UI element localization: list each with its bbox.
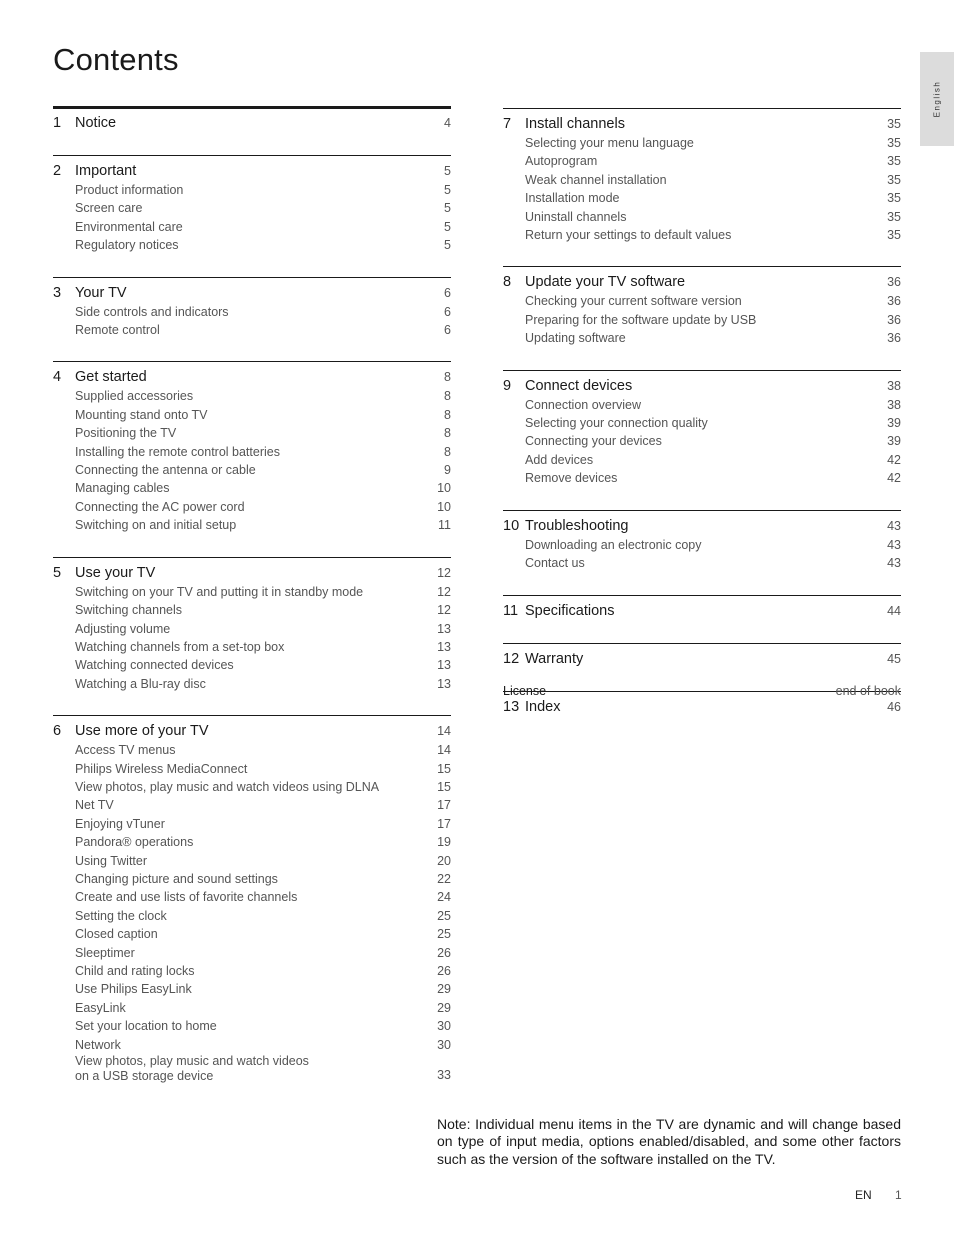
toc-item-text: Autoprogram	[525, 154, 598, 169]
toc-item-page: 43	[887, 537, 901, 552]
toc-item[interactable]	[75, 962, 451, 980]
toc-item-page: 5	[444, 183, 451, 197]
footer-language: EN	[855, 1188, 872, 1202]
toc-item-page: 36	[887, 331, 901, 346]
toc-item-page: 39	[887, 434, 901, 449]
toc-chapter-heading[interactable]	[53, 722, 451, 741]
footer-page-number: 1	[895, 1188, 902, 1202]
toc-item-page: 36	[887, 294, 901, 309]
chapter-page: 8	[444, 370, 451, 385]
toc-item-page: 25	[437, 927, 451, 942]
chapter-number: 11	[503, 602, 519, 619]
toc-chapter-heading[interactable]	[53, 284, 451, 303]
toc-item[interactable]	[525, 329, 901, 347]
chapter-number: 4	[53, 369, 62, 386]
toc-item[interactable]	[75, 601, 451, 619]
license-page: end of book	[835, 684, 901, 698]
toc-item-page: 5	[444, 219, 451, 234]
toc-item-list	[503, 292, 901, 347]
toc-item-page: 20	[437, 853, 451, 868]
chapter-title: Update your TV software	[525, 274, 686, 291]
toc-item[interactable]	[75, 516, 451, 534]
toc-item-text: Network	[75, 1037, 121, 1052]
toc-item-page: 35	[887, 172, 901, 187]
toc-item[interactable]	[75, 852, 451, 870]
toc-item[interactable]	[75, 461, 451, 479]
toc-item-page: 35	[887, 136, 901, 150]
toc-item-page: 10	[437, 481, 451, 496]
toc-item-page: 36	[887, 312, 901, 327]
toc-item-text: Checking your current software version	[525, 294, 742, 309]
toc-item-page: 12	[437, 584, 451, 599]
toc-item-text: Product information	[75, 183, 184, 197]
toc-item-page: 22	[437, 871, 451, 886]
note-paragraph: Note: Individual menu items in the TV are dynamic and will change based on type of input media, options enabled/disabled, and some other factors such as the version of the software installed on the TV.	[437, 1116, 901, 1167]
toc-item-text: Switching channels	[75, 603, 183, 618]
toc-item-text: Downloading an electronic copy	[525, 537, 702, 552]
toc-item[interactable]	[75, 218, 451, 236]
chapter-page: 4	[444, 116, 451, 130]
chapter-page: 46	[887, 699, 901, 714]
toc-item-text: Add devices	[525, 452, 594, 467]
language-tab-label: English	[932, 80, 942, 118]
toc-item-text: Weak channel installation	[525, 172, 667, 187]
toc-item[interactable]	[75, 443, 451, 461]
toc-item-page: 13	[437, 658, 451, 673]
chapter-title: Your TV	[75, 284, 127, 301]
toc-item-list	[53, 583, 451, 693]
language-tab	[920, 52, 954, 146]
toc-item[interactable]	[75, 236, 451, 254]
chapter-title: Warranty	[525, 650, 584, 667]
toc-item-text: Net TV	[75, 798, 114, 813]
chapter-number: 13	[503, 698, 520, 715]
toc-item-text: Connection overview	[525, 397, 642, 412]
toc-item-page: 38	[887, 397, 901, 412]
toc-item-text: Adjusting volume	[75, 621, 171, 636]
license-entry[interactable]	[503, 684, 901, 698]
toc-item[interactable]	[75, 387, 451, 405]
chapter-number: 7	[503, 116, 512, 132]
chapter-page: 36	[887, 275, 901, 290]
toc-item-text: Screen care	[75, 201, 143, 216]
toc-item[interactable]	[75, 796, 451, 814]
toc-item-page: 8	[444, 407, 451, 422]
toc-item-page: 29	[437, 982, 451, 997]
toc-item[interactable]	[75, 181, 451, 199]
toc-item-text: EasyLink	[75, 1000, 126, 1015]
toc-item-page: 19	[437, 835, 451, 850]
toc-item-text: Environmental care	[75, 219, 183, 234]
chapter-title: Index	[525, 698, 561, 715]
toc-item-page: 33	[437, 1067, 451, 1082]
toc-item[interactable]	[525, 171, 901, 189]
toc-chapter-heading[interactable]	[53, 114, 451, 133]
toc-item[interactable]	[525, 432, 901, 450]
chapter-title: Connect devices	[525, 377, 633, 394]
toc-item-text: Regulatory notices	[75, 238, 179, 253]
toc-item-page: 42	[887, 452, 901, 467]
toc-item[interactable]	[525, 414, 901, 432]
toc-item-text: Installing the remote control batteries	[75, 444, 280, 459]
chapter-page: 43	[887, 518, 901, 533]
toc-item-page: 26	[437, 945, 451, 960]
chapter-page: 5	[444, 164, 451, 178]
toc-item[interactable]	[75, 815, 451, 833]
toc-item-page: 10	[437, 499, 451, 514]
chapter-number: 8	[503, 274, 512, 291]
toc-item[interactable]	[75, 406, 451, 424]
toc-item-text: Connecting your devices	[525, 434, 662, 449]
toc-item-page: 29	[437, 1000, 451, 1015]
chapter-page: 35	[887, 117, 901, 131]
toc-item-text: Using Twitter	[75, 853, 148, 868]
toc-item-text: Remote control	[75, 323, 160, 338]
toc-left-column	[53, 106, 451, 1106]
toc-item[interactable]	[525, 208, 901, 226]
chapter-number: 1	[53, 115, 62, 131]
chapter-page: 45	[887, 651, 901, 666]
toc-item-text: Switching on and initial setup	[75, 518, 237, 533]
toc-chapter-heading[interactable]	[53, 162, 451, 181]
toc-item-text: Switching on your TV and putting it in standby mode	[75, 584, 364, 599]
toc-chapter-heading[interactable]	[503, 650, 901, 669]
toc-item-text: Connecting the antenna or cable	[75, 463, 256, 478]
chapter-number: 3	[53, 284, 62, 301]
toc-item-list	[53, 181, 451, 255]
toc-item[interactable]	[75, 1054, 451, 1084]
toc-item-text: Sleeptimer	[75, 945, 135, 960]
toc-item-page: 6	[444, 304, 451, 319]
toc-item[interactable]	[525, 152, 901, 170]
chapter-number: 12	[503, 650, 520, 667]
chapter-number: 5	[53, 564, 62, 581]
chapter-page: 14	[437, 724, 451, 739]
toc-item-text: Set your location to home	[75, 1019, 217, 1034]
toc-item-list	[503, 536, 901, 573]
toc-item-page: 17	[437, 816, 451, 831]
toc-section-6	[53, 715, 451, 1106]
toc-item-page: 17	[437, 798, 451, 813]
toc-item-list	[53, 741, 451, 1084]
toc-item-page: 8	[444, 426, 451, 441]
toc-item-text: Enjoying vTuner	[75, 816, 165, 831]
toc-item-page: 30	[437, 1037, 451, 1052]
toc-item[interactable]	[75, 980, 451, 998]
toc-item-text: Changing picture and sound settings	[75, 871, 278, 886]
toc-item-text: Preparing for the software update by USB	[525, 312, 757, 327]
chapter-number: 2	[53, 163, 62, 179]
toc-item-page: 39	[887, 416, 901, 431]
toc-chapter-heading[interactable]	[503, 377, 901, 396]
toc-section-10	[503, 510, 901, 595]
toc-item-text: Connecting the AC power cord	[75, 499, 245, 514]
toc-item-list	[53, 387, 451, 534]
toc-item-text: Contact us	[525, 556, 585, 571]
toc-chapter-heading[interactable]	[503, 517, 901, 536]
toc-item[interactable]	[75, 741, 451, 759]
toc-item[interactable]	[75, 479, 451, 497]
toc-item-text: Side controls and indicators	[75, 304, 229, 319]
chapter-page: 44	[887, 603, 901, 618]
toc-item-text: Use Philips EasyLink	[75, 982, 192, 997]
toc-item[interactable]	[75, 620, 451, 638]
toc-item[interactable]	[75, 1036, 451, 1054]
toc-section-7	[503, 108, 901, 266]
toc-item-text: Setting the clock	[75, 908, 167, 923]
toc-item-page: 5	[444, 238, 451, 253]
toc-item-text: Access TV menus	[75, 743, 176, 758]
toc-item-text: Pandora® operations	[75, 835, 194, 850]
toc-item[interactable]	[525, 311, 901, 329]
toc-item[interactable]	[75, 999, 451, 1017]
toc-item[interactable]	[525, 554, 901, 572]
toc-item[interactable]	[75, 199, 451, 217]
toc-item-list	[503, 134, 901, 244]
toc-item-page: 8	[444, 444, 451, 459]
page-title: Contents	[53, 42, 179, 77]
toc-item[interactable]	[525, 451, 901, 469]
toc-section-5	[53, 557, 451, 715]
toc-item[interactable]	[75, 321, 451, 339]
chapter-title: Specifications	[525, 602, 615, 619]
toc-item-page: 8	[444, 389, 451, 404]
toc-item[interactable]	[75, 1017, 451, 1035]
chapter-number: 10	[503, 517, 520, 534]
toc-item[interactable]	[75, 583, 451, 601]
toc-item[interactable]	[75, 303, 451, 321]
toc-item-page: 9	[444, 463, 451, 478]
toc-item[interactable]	[75, 833, 451, 851]
toc-item-text: View photos, play music and watch videos on a USB storage device	[75, 1054, 309, 1084]
toc-item-text: Selecting your connection quality	[525, 416, 708, 431]
chapter-title: Use your TV	[75, 564, 156, 581]
toc-item-page: 15	[437, 761, 451, 776]
chapter-title: Troubleshooting	[525, 517, 629, 534]
toc-chapter-heading[interactable]	[503, 273, 901, 292]
toc-section-8	[503, 266, 901, 369]
toc-section-2	[53, 155, 451, 277]
toc-item-text: Watching channels from a set-top box	[75, 639, 285, 654]
toc-item-page: 15	[437, 779, 451, 794]
toc-item-text: Philips Wireless MediaConnect	[75, 761, 248, 776]
toc-item-page: 13	[437, 676, 451, 691]
chapter-title: Important	[75, 163, 137, 179]
toc-item-page: 42	[887, 471, 901, 486]
chapter-number: 9	[503, 377, 512, 394]
page-footer	[855, 1188, 902, 1202]
toc-item-text: Watching a Blu-ray disc	[75, 676, 206, 691]
toc-section-4	[53, 361, 451, 556]
chapter-title: Use more of your TV	[75, 723, 209, 740]
toc-item-page: 6	[444, 323, 451, 338]
toc-item[interactable]	[75, 778, 451, 796]
toc-chapter-heading[interactable]	[53, 368, 451, 387]
toc-item-text: View photos, play music and watch videos using DLNA	[75, 779, 380, 794]
toc-item[interactable]	[75, 675, 451, 693]
toc-item-text: Installation mode	[525, 191, 620, 206]
toc-chapter-heading[interactable]	[503, 115, 901, 134]
toc-item-page: 5	[444, 201, 451, 216]
chapter-page: 38	[887, 378, 901, 393]
toc-item-page: 35	[887, 209, 901, 224]
toc-item-page: 43	[887, 556, 901, 571]
toc-item[interactable]	[525, 189, 901, 207]
chapter-title: Install channels	[525, 116, 625, 132]
toc-item-page: 35	[887, 154, 901, 169]
toc-item[interactable]	[75, 760, 451, 778]
chapter-page: 6	[444, 285, 451, 300]
toc-item-page: 14	[437, 743, 451, 758]
toc-item-text: Managing cables	[75, 481, 170, 496]
toc-item-text: Positioning the TV	[75, 426, 177, 441]
toc-item-text: Watching connected devices	[75, 658, 234, 673]
chapter-title: Notice	[75, 115, 117, 131]
toc-item-page: 30	[437, 1019, 451, 1034]
toc-section-1	[53, 106, 451, 155]
toc-item-text: Mounting stand onto TV	[75, 407, 208, 422]
toc-item-text: Supplied accessories	[75, 389, 194, 404]
toc-item[interactable]	[525, 134, 901, 152]
toc-item[interactable]	[75, 870, 451, 888]
toc-item-page: 25	[437, 908, 451, 923]
toc-item-text: Selecting your menu language	[525, 136, 694, 150]
toc-right-column	[503, 108, 901, 739]
toc-item-text: Uninstall channels	[525, 209, 627, 224]
toc-item-page: 12	[437, 603, 451, 618]
toc-item-page: 11	[438, 518, 451, 533]
toc-item-text: Closed caption	[75, 927, 158, 942]
chapter-page: 12	[437, 565, 451, 580]
toc-item[interactable]	[75, 638, 451, 656]
toc-item-list	[53, 303, 451, 340]
toc-item-text: Create and use lists of favorite channels	[75, 890, 298, 905]
toc-section-11	[503, 595, 901, 643]
toc-item-text: Updating software	[525, 331, 626, 346]
toc-chapter-heading[interactable]	[53, 564, 451, 583]
chapter-number: 6	[53, 723, 62, 740]
toc-item[interactable]	[75, 656, 451, 674]
toc-section-9	[503, 370, 901, 510]
toc-item-text: Remove devices	[525, 471, 618, 486]
license-label: License	[503, 684, 547, 698]
toc-item[interactable]	[525, 536, 901, 554]
toc-chapter-heading[interactable]	[503, 602, 901, 621]
toc-item[interactable]	[75, 907, 451, 925]
toc-item[interactable]	[75, 424, 451, 442]
toc-section-3	[53, 277, 451, 362]
toc-item[interactable]	[75, 888, 451, 906]
chapter-title: Get started	[75, 369, 147, 386]
toc-item[interactable]	[525, 292, 901, 310]
toc-item-list	[503, 396, 901, 488]
toc-item-page: 24	[437, 890, 451, 905]
toc-item-page: 35	[887, 191, 901, 206]
toc-item[interactable]	[75, 498, 451, 516]
toc-item-page: 13	[437, 621, 451, 636]
toc-item[interactable]	[525, 226, 901, 244]
toc-item-page: 35	[887, 228, 901, 243]
toc-item[interactable]	[525, 396, 901, 414]
toc-item-text: Return your settings to default values	[525, 228, 732, 243]
toc-item-page: 26	[437, 964, 451, 978]
toc-chapter-heading[interactable]	[503, 698, 901, 717]
toc-item[interactable]	[75, 925, 451, 943]
toc-item-text: Child and rating locks	[75, 964, 195, 978]
toc-item-page: 13	[437, 639, 451, 654]
toc-item[interactable]	[75, 944, 451, 962]
toc-item[interactable]	[525, 469, 901, 487]
